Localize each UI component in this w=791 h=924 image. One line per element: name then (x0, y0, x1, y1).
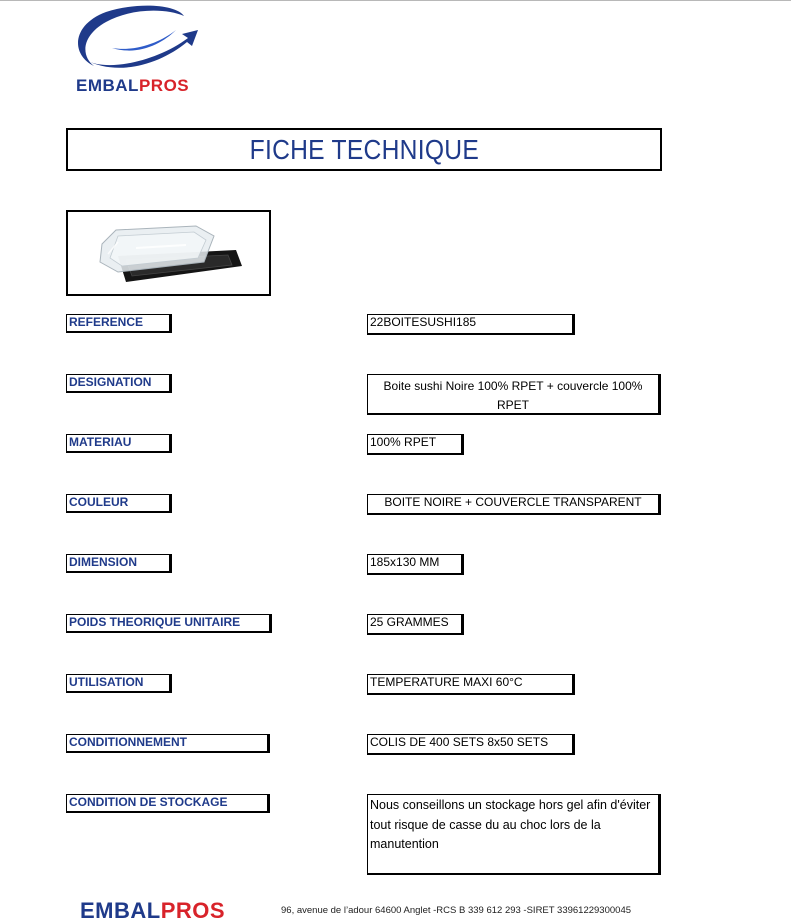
value-couleur: BOITE NOIRE + COUVERCLE TRANSPARENT (367, 494, 661, 515)
label-poids: POIDS THEORIQUE UNITAIRE (66, 614, 272, 633)
company-logo (66, 0, 206, 100)
value-materiau: 100% RPET (367, 434, 464, 455)
product-image-frame (66, 210, 271, 296)
footer-address: 96, avenue de l’adour 64600 Anglet -RCS B 339 612 293 -SIRET 33961229300045 (281, 905, 632, 916)
label-reference: REFERENCE (66, 314, 172, 333)
label-dimension: DIMENSION (66, 554, 172, 573)
value-dimension: 185x130 MM (367, 554, 464, 575)
label-stockage: CONDITION DE STOCKAGE (66, 794, 270, 813)
logo-swoosh-icon (66, 0, 206, 80)
label-utilisation: UTILISATION (66, 674, 172, 693)
label-designation: DESIGNATION (66, 374, 172, 393)
label-conditionnement: CONDITIONNEMENT (66, 734, 270, 753)
page-title: FICHE TECHNIQUE (249, 134, 479, 165)
value-poids: 25 GRAMMES (367, 614, 464, 635)
value-utilisation: TEMPERATURE MAXI 60°C (367, 674, 575, 695)
value-reference: 22BOITESUSHI185 (367, 314, 575, 335)
footer-logo: EMBALPROS (80, 898, 226, 923)
label-couleur: COULEUR (66, 494, 172, 513)
label-materiau: MATERIAU (66, 434, 172, 453)
sushi-box-image (96, 222, 246, 284)
value-stockage: Nous conseillons un stockage hors gel afin d'éviter tout risque de casse du au choc lors de la manutention (367, 794, 661, 875)
page-title-box (66, 128, 662, 171)
logo-wordmark: EMBALPROS (76, 76, 190, 95)
value-conditionnement: COLIS DE 400 SETS 8x50 SETS (367, 734, 575, 755)
value-designation: Boite sushi Noire 100% RPET + couvercle 100% RPET (367, 374, 661, 415)
